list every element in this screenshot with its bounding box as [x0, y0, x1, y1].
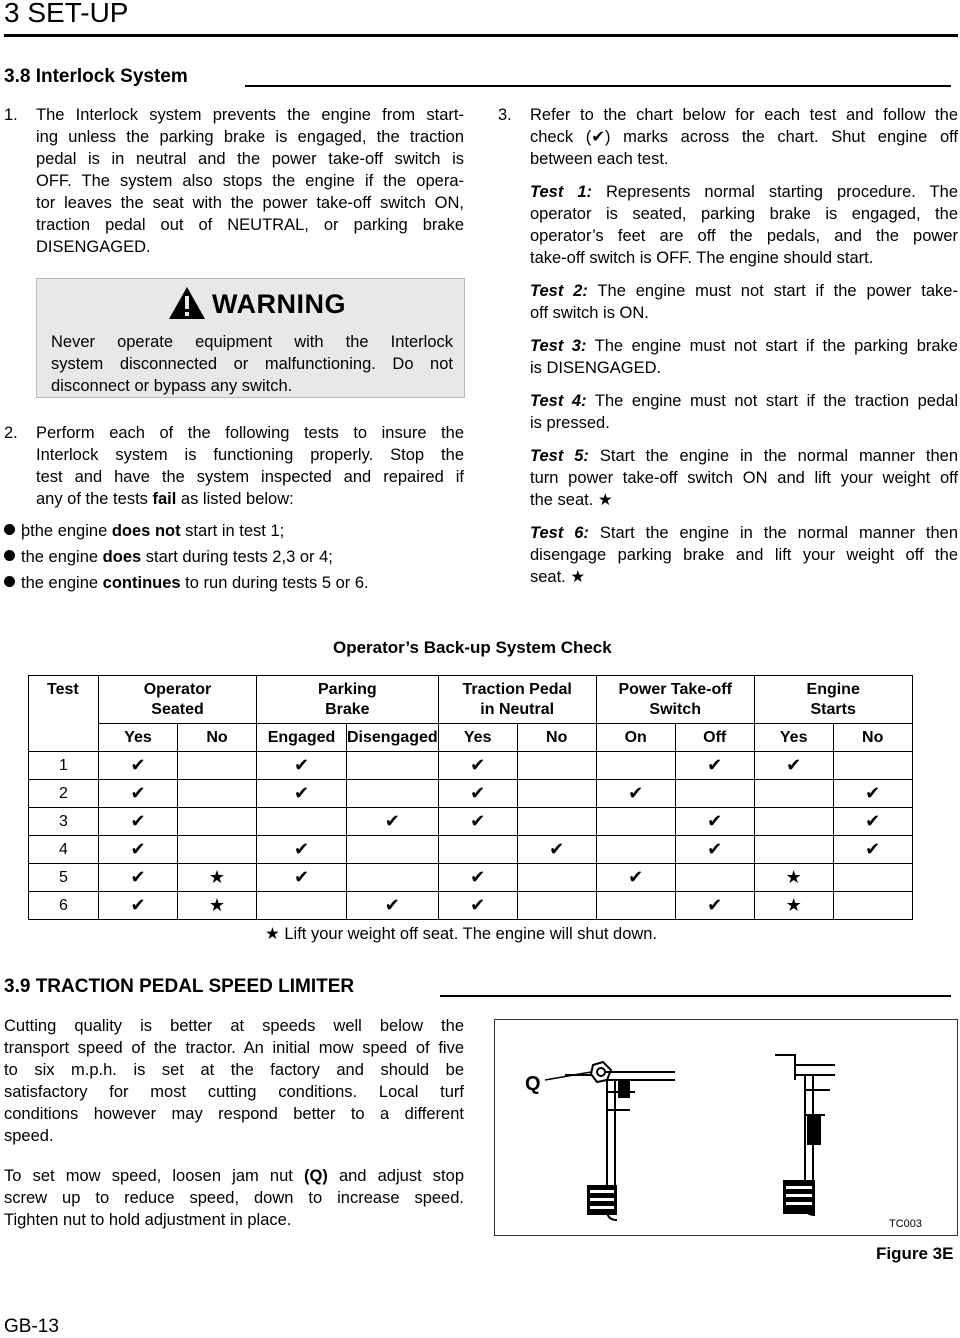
table-cell: ★ [178, 864, 257, 892]
table-cell [517, 752, 596, 780]
table-cell: ★ [754, 892, 833, 920]
table-cell [438, 836, 517, 864]
test-text: Represents normal starting procedure. The [592, 183, 958, 201]
warning-triangle-icon [168, 286, 206, 320]
item-3-line: check (✔) marks across the chart. Shut engine off [530, 128, 958, 146]
item-2-text [36, 422, 464, 510]
table-test-number: 2 [29, 780, 99, 808]
table-test-number: 4 [29, 836, 99, 864]
speed-line: Cutting quality is better at speeds well below the [4, 1017, 464, 1035]
item-1-line: OFF. The system also stops the engine if the opera- [36, 172, 464, 190]
item-1-line: traction pedal out of NEUTRAL, or parking brake [36, 216, 464, 234]
traction-pedal-illustration [495, 1020, 957, 1235]
test-text: disengage parking brake and lift your weight off the [530, 546, 958, 564]
item-1-line: The Interlock system prevents the engine from start- [36, 106, 464, 124]
bullet-dot-icon [4, 576, 15, 587]
item-3-line: between each test. [530, 150, 669, 168]
table-cell [754, 836, 833, 864]
table-cell: ✔ [833, 836, 912, 864]
table-cell: ✔ [438, 864, 517, 892]
table-subheader: Yes [99, 724, 178, 752]
test-text: the seat. ★ [530, 491, 613, 509]
table-cell: ✔ [99, 780, 178, 808]
table-test-number: 5 [29, 864, 99, 892]
table-cell [754, 808, 833, 836]
table-cell: ✔ [99, 892, 178, 920]
test-text: Start the engine in the normal manner then [588, 447, 958, 465]
speed-line: satisfactory for most cutting conditions. Local turf [4, 1083, 464, 1101]
table-subheader: Yes [754, 724, 833, 752]
backup-check-table [28, 675, 913, 920]
bullet-item [4, 572, 369, 594]
test-text: The engine must not start if the parking brake [586, 337, 958, 355]
bullet-item [4, 520, 284, 542]
header-rule [4, 34, 958, 37]
item-1-line: pedal is in neutral and the power take-off switch is [36, 150, 464, 168]
table-subheader: Disengaged [347, 724, 439, 752]
test-text: The engine must not start if the traction pedal [586, 392, 958, 410]
table-cell: ✔ [99, 752, 178, 780]
speed-line: transport speed of the tractor. An initial mow speed of five [4, 1039, 464, 1057]
table-cell [675, 780, 754, 808]
table-cell: ✔ [99, 808, 178, 836]
item-2-line: Interlock system is functioning properly. Stop the [36, 446, 464, 464]
table-cell: ✔ [438, 892, 517, 920]
table-row [29, 752, 913, 780]
table-cell [833, 892, 912, 920]
table-cell: ✔ [347, 808, 439, 836]
table-cell [517, 864, 596, 892]
bullet-text: to run during tests 5 or 6. [180, 574, 369, 592]
item-2-line-tail: as listed below: [176, 490, 294, 508]
table-cell [347, 864, 439, 892]
table-cell: ✔ [675, 836, 754, 864]
item-3-line: Refer to the chart below for each test and follow the [530, 106, 958, 124]
table-cell [754, 780, 833, 808]
table-cell [596, 836, 675, 864]
section-rule-3-8 [245, 85, 951, 87]
bullet-bold: does not [111, 522, 181, 540]
item-1-line: ing unless the parking brake is engaged, the traction [36, 128, 464, 146]
table-header-traction: Traction Pedal in Neutral [438, 676, 596, 724]
test-text: is DISENGAGED. [530, 359, 662, 377]
test-text: is pressed. [530, 414, 610, 432]
table-header-operator: Operator Seated [99, 676, 257, 724]
table-cell [596, 752, 675, 780]
item-3-text [530, 104, 958, 170]
table-cell [347, 780, 439, 808]
table-cell: ✔ [257, 780, 347, 808]
table-cell [596, 808, 675, 836]
warning-line: system disconnected or malfunctioning. Do not [51, 355, 453, 373]
test-label: Test 2: [530, 282, 588, 300]
test-text: turn power take-off switch ON and lift your weight off [530, 469, 958, 487]
item-2-line-last [36, 488, 464, 510]
item-1-text [36, 104, 464, 258]
table-cell: ✔ [675, 892, 754, 920]
figure-caption: Figure 3E [876, 1244, 954, 1263]
star-footnote: ★ Lift your weight off seat. The engine will shut down. [265, 925, 658, 943]
table-cell: ✔ [517, 836, 596, 864]
warning-title: WARNING [212, 289, 346, 319]
warning-text [51, 331, 453, 397]
speed-paragraph [4, 1015, 464, 1147]
table-cell [257, 808, 347, 836]
table-subheader: No [833, 724, 912, 752]
test-6-block [530, 522, 958, 588]
table-subheader: No [517, 724, 596, 752]
speed-line: speed. [4, 1127, 54, 1145]
section-heading-3-8: 3.8 Interlock System [4, 66, 188, 87]
item-2-line: Perform each of the following tests to insure the [36, 424, 464, 442]
table-group-header-row [29, 676, 913, 724]
table-test-number: 6 [29, 892, 99, 920]
fail-emphasis: fail [152, 490, 177, 508]
table-cell: ✔ [257, 836, 347, 864]
bullet-text: þthe engine [21, 522, 112, 540]
table-cell [347, 836, 439, 864]
test-text: Start the engine in the normal manner then [588, 524, 958, 542]
adjust-line: screw up to reduce speed, down to increase speed. [4, 1189, 464, 1207]
table-cell: ✔ [833, 780, 912, 808]
table-cell [833, 864, 912, 892]
test-3-block [530, 335, 958, 379]
table-cell: ★ [754, 864, 833, 892]
table-cell [178, 752, 257, 780]
section-rule-3-9 [440, 995, 951, 997]
table-cell [347, 752, 439, 780]
test-text: operator is seated, parking brake is engaged, the [530, 205, 958, 223]
table-row [29, 808, 913, 836]
table-subheader: No [178, 724, 257, 752]
table-sub-header-row [29, 724, 913, 752]
table-test-number: 3 [29, 808, 99, 836]
adjust-line [4, 1165, 464, 1187]
table-subheader: Off [675, 724, 754, 752]
table-cell [517, 808, 596, 836]
table-row [29, 864, 913, 892]
table-cell [257, 892, 347, 920]
table-header-test: Test [29, 676, 99, 752]
warning-box [36, 278, 465, 398]
test-4-block [530, 390, 958, 434]
figure-3e [494, 1019, 958, 1236]
table-subheader: Yes [438, 724, 517, 752]
table-cell [178, 780, 257, 808]
item-3-number: 3. [498, 106, 512, 124]
table-cell: ✔ [675, 808, 754, 836]
figure-callout: Q [525, 1073, 541, 1095]
bullet-dot-icon [4, 550, 15, 561]
warning-line: Never operate equipment with the Interlock [51, 333, 453, 351]
test-2-block [530, 280, 958, 324]
table-subheader: Engaged [257, 724, 347, 752]
table-title: Operator’s Back-up System Check [333, 638, 612, 657]
test-label: Test 3: [530, 337, 587, 355]
table-cell [833, 752, 912, 780]
table-row [29, 836, 913, 864]
adjust-line: Tighten nut to hold adjustment in place. [4, 1211, 292, 1229]
table-cell: ✔ [438, 752, 517, 780]
table-cell: ✔ [438, 780, 517, 808]
table-cell [178, 836, 257, 864]
test-text: off switch is ON. [530, 304, 649, 322]
table-cell: ✔ [596, 864, 675, 892]
item-2-line-text: any of the tests [36, 490, 153, 508]
bullet-item [4, 546, 333, 568]
table-cell [675, 864, 754, 892]
bullet-text: start in test 1; [180, 522, 285, 540]
item-1-line: DISENGAGED. [36, 238, 151, 256]
table-cell [178, 808, 257, 836]
item-1-line: tor leaves the seat with the power take-off switch ON, [36, 194, 464, 212]
table-cell: ✔ [99, 836, 178, 864]
item-2-number: 2. [4, 424, 18, 442]
table-cell: ✔ [596, 780, 675, 808]
bullet-text: the engine [21, 574, 103, 592]
bullet-dot-icon [4, 524, 15, 535]
test-text: seat. ★ [530, 568, 586, 586]
table-header-parking: Parking Brake [257, 676, 439, 724]
table-cell: ✔ [754, 752, 833, 780]
table-subheader: On [596, 724, 675, 752]
item-1-number: 1. [4, 106, 18, 124]
test-1-block [530, 181, 958, 269]
figure-code: TC003 [889, 1218, 923, 1230]
test-label: Test 4: [530, 392, 587, 410]
page-header-title: 3 SET-UP [4, 0, 129, 28]
table-row [29, 780, 913, 808]
table-cell: ✔ [675, 752, 754, 780]
adjust-text: To set mow speed, loosen jam nut [4, 1167, 304, 1185]
test-label: Test 5: [530, 447, 589, 465]
table-cell: ✔ [99, 864, 178, 892]
speed-line: conditions however may respond better to a different [4, 1105, 464, 1123]
item-2-line: test and have the system inspected and repaired if [36, 468, 464, 486]
section-heading-3-9: 3.9 TRACTION PEDAL SPEED LIMITER [4, 976, 355, 997]
test-label: Test 6: [530, 524, 589, 542]
table-row [29, 892, 913, 920]
adjust-paragraph [4, 1165, 464, 1231]
speed-line: to six m.p.h. is set at the factory and should be [4, 1061, 464, 1079]
bullet-bold: does [102, 548, 142, 566]
test-text: take-off switch is OFF. The engine should start. [530, 249, 874, 267]
table-cell [596, 892, 675, 920]
table-cell: ✔ [257, 752, 347, 780]
bullet-text: the engine [21, 548, 103, 566]
test-label: Test 1: [530, 183, 592, 201]
table-cell [517, 892, 596, 920]
test-text: The engine must not start if the power take- [587, 282, 958, 300]
warning-line: disconnect or bypass any switch. [51, 377, 293, 395]
bullet-bold: continues [102, 574, 181, 592]
table-cell: ★ [178, 892, 257, 920]
jam-nut-label: (Q) [303, 1167, 328, 1185]
table-cell [517, 780, 596, 808]
table-cell: ✔ [833, 808, 912, 836]
adjust-text: and adjust stop [327, 1167, 464, 1185]
table-cell: ✔ [438, 808, 517, 836]
test-5-block [530, 445, 958, 511]
test-text: operator’s feet are off the pedals, and the power [530, 227, 958, 245]
table-header-pto: Power Take-off Switch [596, 676, 754, 724]
table-cell: ✔ [347, 892, 439, 920]
table-test-number: 1 [29, 752, 99, 780]
page-number: GB-13 [4, 1316, 59, 1337]
table-cell: ✔ [257, 864, 347, 892]
bullet-text: start during tests 2,3 or 4; [141, 548, 333, 566]
table-header-engine: Engine Starts [754, 676, 912, 724]
